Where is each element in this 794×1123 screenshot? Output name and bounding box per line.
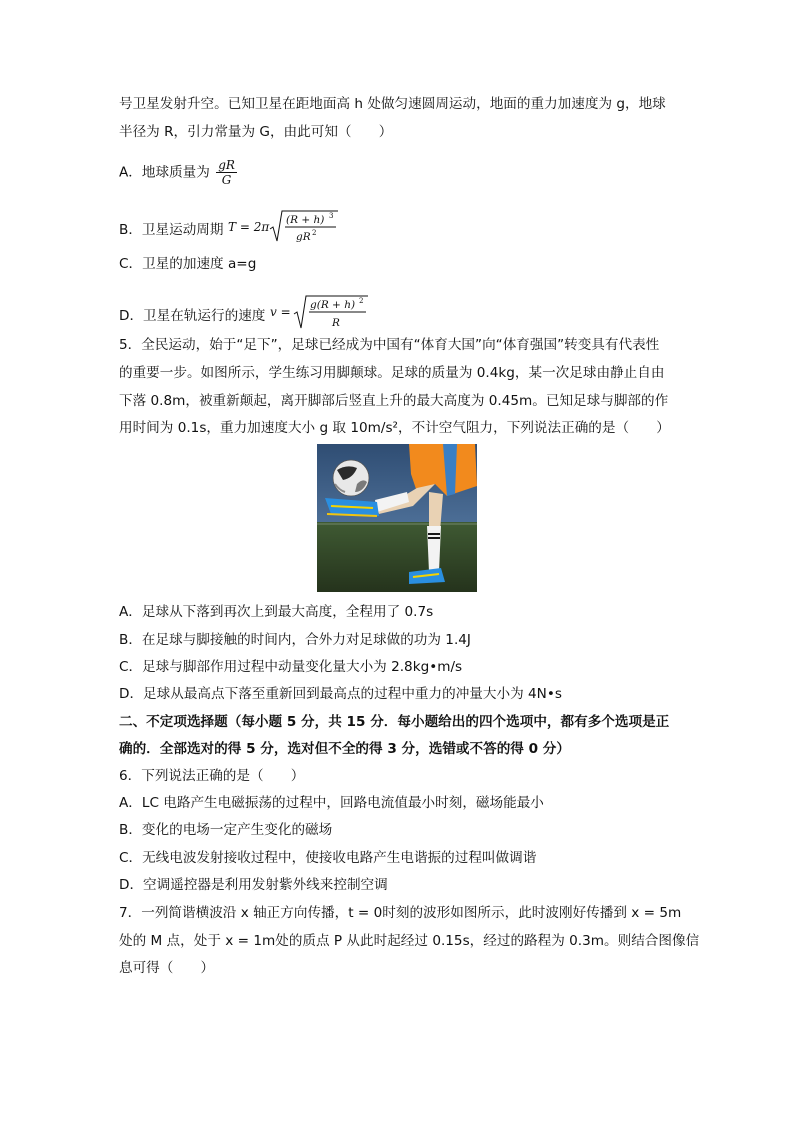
svg-text:(R + h): (R + h)	[285, 214, 325, 226]
q4-stem-line1: 号卫星发射升空。已知卫星在距地面高 h 处做匀速圆周运动，地面的重力加速度为 g，地球	[119, 96, 666, 112]
period-formula-svg	[228, 209, 340, 245]
svg-text:3: 3	[328, 212, 334, 220]
q4-option-d-label: D．卫星在轨运行的速度	[119, 308, 266, 324]
fraction-numerator: gR	[218, 158, 235, 172]
section2-heading-line1: 二、不定项选择题（每小题 5 分，共 15 分．每小题给出的四个选项中，都有多个选项是正	[119, 714, 670, 730]
q6-option-b: B．变化的电场一定产生变化的磁场	[119, 822, 333, 838]
q5-stem-line4: 用时间为 0.1s，重力加速度大小 g 取 10m/s²，不计空气阻力，下列说法正确的是（ ）	[119, 420, 670, 436]
svg-text:gR: gR	[295, 231, 311, 243]
q4-option-a	[119, 158, 237, 187]
q4-stem-line2: 半径为 R，引力常量为 G，由此可知（ ）	[119, 124, 393, 140]
q5-option-c: C．足球与脚部作用过程中动量变化量大小为 2.8kg•m/s	[119, 659, 463, 675]
fraction-gr-over-g	[216, 158, 237, 187]
q7-stem-line2: 处的 M 点，处于 x = 1m处的质点 P 从此时起经过 0.15s，经过的路程为 0.3m。则结合图像信	[119, 933, 700, 949]
q4-option-d	[119, 294, 370, 338]
q5-stem-line3: 下落 0.8m，被重新颠起，离开脚部后竖直上升的最大高度为 0.45m。已知足球与脚部的作	[119, 393, 669, 409]
q5-stem-line1: 5．全民运动，始于“足下”，足球已经成为中国有“体育大国”向“体育强国”转变具有代表性	[119, 337, 660, 353]
q5-stem-line2: 的重要一步。如图所示，学生练习用脚颠球。足球的质量为 0.4kg，某一次足球由静止自由	[119, 365, 665, 381]
q4-option-b	[119, 209, 340, 251]
q4-option-b-label: B．卫星运动周期	[119, 222, 224, 238]
svg-text:2: 2	[311, 229, 317, 237]
q4-option-c: C．卫星的加速度 a=g	[119, 256, 257, 272]
q6-option-c: C．无线电波发射接收过程中，使接收电路产生电谐振的过程叫做调谐	[119, 850, 537, 866]
q5-option-b: B．在足球与脚接触的时间内，合外力对足球做的功为 1.4J	[119, 632, 471, 648]
q6-stem: 6．下列说法正确的是（ ）	[119, 768, 305, 784]
q6-option-a: A．LC 电路产生电磁振荡的过程中，回路电流值最小时刻，磁场能最小	[119, 795, 544, 811]
football-juggling-photo	[317, 444, 477, 592]
q6-option-d: D．空调遥控器是利用发射紫外线来控制空调	[119, 877, 388, 893]
fraction-denominator: G	[221, 173, 232, 187]
velocity-formula	[270, 294, 370, 338]
section2-heading-line2: 确的．全部选对的得 5 分，选对但不全的得 3 分，选错或不答的得 0 分）	[119, 741, 570, 757]
q7-stem-line1: 7．一列简谐横波沿 x 轴正方向传播，t = 0时刻的波形如图所示，此时波刚好传播到 x = 5m	[119, 905, 682, 921]
svg-text:T = 2π: T = 2π	[227, 220, 270, 234]
svg-text:v =: v =	[269, 305, 291, 319]
period-formula	[228, 209, 340, 251]
q7-stem-line3: 息可得（ ）	[119, 960, 215, 976]
svg-text:R: R	[331, 317, 340, 329]
q5-option-d: D．足球从最高点下落至重新回到最高点的过程中重力的冲量大小为 4N•s	[119, 686, 562, 702]
football-photo-svg	[317, 444, 477, 592]
q4-option-a-label: A．地球质量为	[119, 164, 210, 181]
svg-text:2: 2	[358, 297, 364, 305]
svg-text:g(R + h): g(R + h)	[309, 299, 355, 311]
velocity-formula-svg	[270, 294, 370, 332]
q5-option-a: A．足球从下落到再次上到最大高度，全程用了 0.7s	[119, 604, 434, 620]
